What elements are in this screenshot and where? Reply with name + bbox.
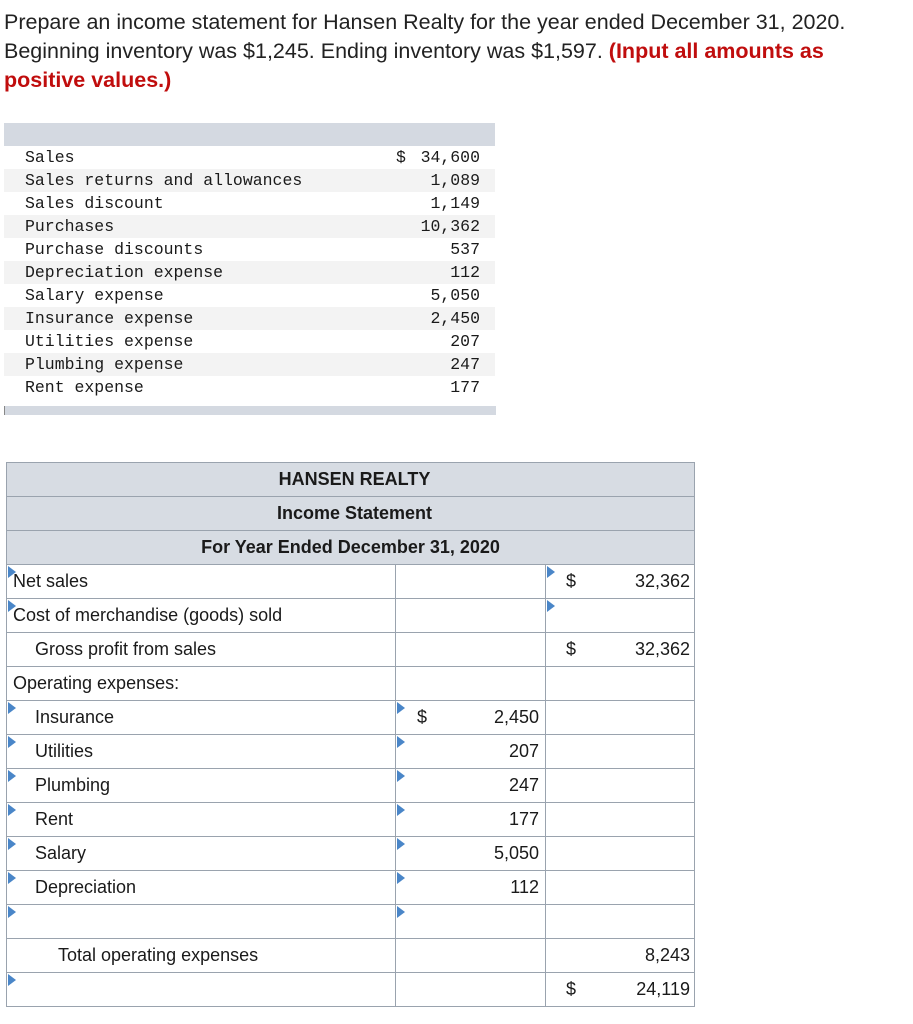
statement-row [7,599,694,633]
account-label: Plumbing [35,775,111,795]
given-row-amount: 34,600 [420,148,480,167]
currency-symbol: $ [566,979,577,999]
statement-row [7,939,694,973]
amount-value: 2,450 [493,707,539,727]
input-marker-icon [397,736,405,748]
given-row [4,238,495,261]
account-label: Net sales [13,571,89,591]
account-dropdown[interactable] [7,837,396,870]
account-label: Depreciation [35,877,137,897]
given-data-footer-bar [4,406,496,415]
income-statement [6,462,695,1007]
input-marker-icon [397,872,405,884]
amount-input-outer[interactable] [546,837,694,870]
given-row-amount: 247 [450,355,480,374]
statement-row [7,769,694,803]
given-data-header-bar [4,123,495,146]
dropdown-marker-icon [8,804,16,816]
account-dropdown[interactable] [7,871,396,904]
account-dropdown[interactable] [7,565,396,598]
amount-input-outer[interactable] [546,769,694,802]
given-row-amount: 207 [450,332,480,351]
account-label: Cost of merchandise (goods) sold [13,605,283,625]
currency-symbol: $ [566,639,577,659]
input-marker-icon [397,804,405,816]
given-row-label: Depreciation expense [25,263,224,282]
given-row-amount: 10,362 [420,217,480,236]
amount-input-inner[interactable] [396,973,546,1006]
statement-row [7,837,694,871]
amount-input-inner[interactable] [396,667,546,700]
amount-input-inner[interactable] [396,735,546,768]
input-marker-icon [547,566,555,578]
given-row [4,261,495,284]
statement-row [7,871,694,905]
given-row [4,376,495,399]
given-row-label: Sales discount [25,194,164,213]
given-data-rows [4,146,495,399]
given-row-label: Utilities expense [25,332,194,351]
amount-input-inner[interactable] [396,837,546,870]
account-label: Total operating expenses [58,945,259,965]
amount-value: 24,119 [636,979,690,999]
given-row-amount: 177 [450,378,480,397]
given-row [4,169,495,192]
given-row-amount: 1,089 [430,171,480,190]
statement-row [7,905,694,939]
currency-symbol: $ [566,571,577,591]
dropdown-marker-icon [8,702,16,714]
amount-input-outer[interactable] [546,803,694,836]
account-label: Utilities [35,741,94,761]
statement-row [7,973,694,1007]
statement-row [7,667,694,701]
statement-company: HANSEN REALTY [7,463,694,497]
amount-value: 177 [508,809,539,829]
dropdown-marker-icon [8,770,16,782]
given-row-label: Purchase discounts [25,240,204,259]
statement-rows [7,565,694,1007]
account-dropdown[interactable] [7,633,396,666]
given-row-amount: 112 [450,263,480,282]
amount-input-outer[interactable] [546,939,694,972]
input-marker-icon [397,838,405,850]
amount-input-outer[interactable] [546,735,694,768]
given-row [4,307,495,330]
account-label: Rent [35,809,74,829]
statement-row [7,735,694,769]
account-label: Gross profit from sales [35,639,217,659]
amount-input-outer[interactable] [546,633,694,666]
statement-title: Income Statement [7,497,694,531]
amount-value: 8,243 [644,945,690,965]
dropdown-marker-icon [8,736,16,748]
account-dropdown[interactable] [7,973,396,1006]
statement-row [7,633,694,667]
given-row [4,146,495,169]
amount-input-outer[interactable] [546,599,694,632]
amount-input-inner[interactable] [396,803,546,836]
account-dropdown[interactable] [7,667,396,700]
given-row-amount: 5,050 [430,286,480,305]
account-label: Operating expenses: [13,673,180,693]
input-marker-icon [397,702,405,714]
given-row-label: Insurance expense [25,309,194,328]
account-dropdown[interactable] [7,939,396,972]
account-dropdown[interactable] [7,769,396,802]
amount-input-outer[interactable] [546,973,694,1006]
given-row-amount: 1,149 [430,194,480,213]
given-row-label: Plumbing expense [25,355,184,374]
amount-value: 207 [508,741,539,761]
given-row-label: Sales returns and allowances [25,171,303,190]
given-row [4,353,495,376]
account-dropdown[interactable] [7,905,396,938]
amount-input-inner[interactable] [396,701,546,734]
dropdown-marker-icon [8,974,16,986]
amount-input-outer[interactable] [546,905,694,938]
given-row-label: Salary expense [25,286,164,305]
amount-value: 247 [508,775,539,795]
account-dropdown[interactable] [7,735,396,768]
given-row-currency: $ [396,148,406,167]
question-prompt [4,8,904,95]
amount-input-inner[interactable] [396,633,546,666]
account-dropdown[interactable] [7,599,396,632]
amount-input-outer[interactable] [546,667,694,700]
given-row [4,330,495,353]
amount-value: 32,362 [634,571,690,591]
given-row [4,192,495,215]
given-row-label: Sales [25,148,75,167]
account-label: Salary [35,843,87,863]
prompt-text: Prepare an income statement for Hansen Realty for the year ended December 31, 2020. Beginning inventory was $1,245. Ending inventory was $1,597. [4,10,846,63]
amount-input-outer[interactable] [546,565,694,598]
given-row [4,284,495,307]
dropdown-marker-icon [8,872,16,884]
given-row [4,215,495,238]
amount-input-inner[interactable] [396,599,546,632]
statement-row [7,565,694,599]
account-label: Insurance [35,707,115,727]
amount-input-inner[interactable] [396,939,546,972]
amount-value: 112 [510,877,539,897]
amount-input-inner[interactable] [396,871,546,904]
input-marker-icon [397,770,405,782]
amount-value: 5,050 [493,843,539,863]
input-marker-icon [547,600,555,612]
statement-row [7,803,694,837]
dropdown-marker-icon [8,838,16,850]
given-row-amount: 537 [450,240,480,259]
given-row-label: Purchases [25,217,115,236]
amount-input-outer[interactable] [546,701,694,734]
given-data-table [4,123,495,415]
given-row-amount: 2,450 [430,309,480,328]
statement-row [7,701,694,735]
amount-value: 32,362 [634,639,690,659]
prompt-emphasis: (Input all amounts as positive values.) [4,39,824,92]
amount-input-inner[interactable] [396,905,546,938]
statement-period: For Year Ended December 31, 2020 [7,531,694,565]
given-row-label: Rent expense [25,378,144,397]
input-marker-icon [397,906,405,918]
amount-input-inner[interactable] [396,769,546,802]
currency-symbol: $ [417,707,428,727]
account-dropdown[interactable] [7,701,396,734]
amount-input-inner[interactable] [396,565,546,598]
dropdown-marker-icon [8,906,16,918]
amount-input-outer[interactable] [546,871,694,904]
account-dropdown[interactable] [7,803,396,836]
